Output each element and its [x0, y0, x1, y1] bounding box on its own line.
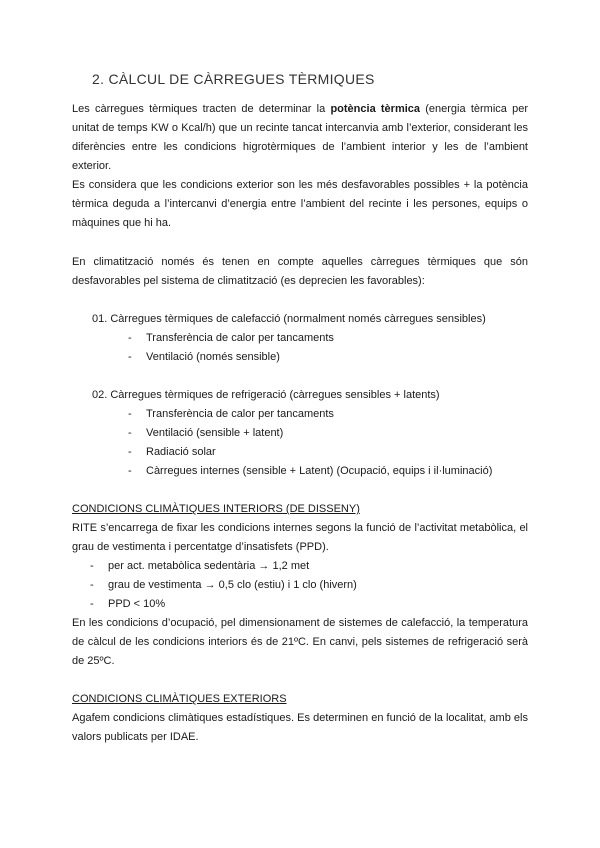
page-title: 2. CÀLCUL DE CÀRREGUES TÈRMIQUES: [92, 71, 375, 87]
intro-paragraph-2: [72, 176, 528, 233]
exterior-paragraph-1-text: Agafem condicions climàtiques estadístiques. Es determinen en funció de la localitat, amb els valors publicats per IDAE.: [72, 712, 528, 743]
intro-paragraph-3: [72, 253, 528, 291]
list-item: [128, 329, 528, 348]
list2-heading: 02. Càrregues tèrmiques de refrigeració (càrregues sensibles + latents): [92, 389, 440, 401]
list-item: [128, 424, 528, 443]
list1-heading: 01. Càrregues tèrmiques de calefacció (normalment només càrregues sensibles): [92, 313, 486, 325]
interior-paragraph-1-text: RITE s’encarrega de fixar les condicions internes segons la funció de l’activitat metabòlica, el grau de vestimenta i percentatge d’insatisfets (PPD).: [72, 522, 528, 553]
intro-paragraph-1: [72, 100, 528, 176]
bullet-text: PPD < 10%: [108, 598, 166, 610]
intro-bold-term: potència tèrmica: [330, 103, 421, 115]
intro-paragraph-2-text: Es considera que les condicions exterior son les més desfavorables possibles + la potència tèrmica deguda a l’intercanvi d’energia entre l’ambient del recinte i les persones, equips o màquines que hi ha.: [72, 179, 528, 229]
list-item-text: Radiació solar: [146, 446, 216, 458]
list-item: [128, 348, 528, 367]
exterior-paragraph-1: [72, 709, 528, 747]
bullet-text: per act. metabòlica sedentària → 1,2 met: [108, 560, 310, 572]
intro-text-after: (energia tèrmica per unitat de temps KW o Kcal/h) que un recinte tancat intercanvia amb l’exterior, considerant les diferències entre les condicions higrotèrmiques de l’ambient interior y les de l’ambient exterior.: [72, 103, 528, 172]
bullet-text: grau de vestimenta → 0,5 clo (estiu) i 1 clo (hivern): [108, 579, 357, 591]
dash-mark: -: [128, 332, 132, 344]
list-item: [128, 462, 528, 481]
dash-mark: -: [90, 579, 94, 591]
interior-paragraph-2-text: En les condicions d’ocupació, pel dimensionament de sistemes de calefacció, la temperatura de càlcul de les condicions interiors és de 21ºC. En canvi, pels sistemes de refrigeració serà de 25ºC.: [72, 617, 528, 667]
list-item-text: Ventilació (només sensible): [146, 351, 280, 363]
exterior-heading: CONDICIONS CLIMÀTIQUES EXTERIORS: [72, 693, 287, 705]
list-item-text: Ventilació (sensible + latent): [146, 427, 284, 439]
bullet-item: [90, 595, 490, 614]
list-item-text: Transferència de calor per tancaments: [146, 332, 334, 344]
intro-text-before: Les càrregues tèrmiques tracten de determinar la: [72, 103, 331, 115]
list-item: [128, 405, 528, 424]
dash-mark: -: [90, 560, 94, 572]
dash-mark: -: [128, 465, 132, 477]
interior-paragraph-1: [72, 519, 528, 557]
list-item-text: Càrregues internes (sensible + Latent) (Ocupació, equips i il·luminació): [146, 465, 493, 477]
list-item: [128, 443, 528, 462]
dash-mark: -: [128, 408, 132, 420]
bullet-item: [90, 576, 490, 595]
interior-paragraph-2: [72, 614, 528, 671]
intro-paragraph-3-text: En climatització només és tenen en compte aquelles càrregues tèrmiques que són desfavorables pel sistema de climatització (es deprecien les favorables):: [72, 256, 528, 287]
list-item-text: Transferència de calor per tancaments: [146, 408, 334, 420]
dash-mark: -: [128, 351, 132, 363]
interior-heading: CONDICIONS CLIMÀTIQUES INTERIORS (DE DISSENY): [72, 503, 360, 515]
dash-mark: -: [128, 427, 132, 439]
dash-mark: -: [128, 446, 132, 458]
dash-mark: -: [90, 598, 94, 610]
bullet-item: [90, 557, 490, 576]
